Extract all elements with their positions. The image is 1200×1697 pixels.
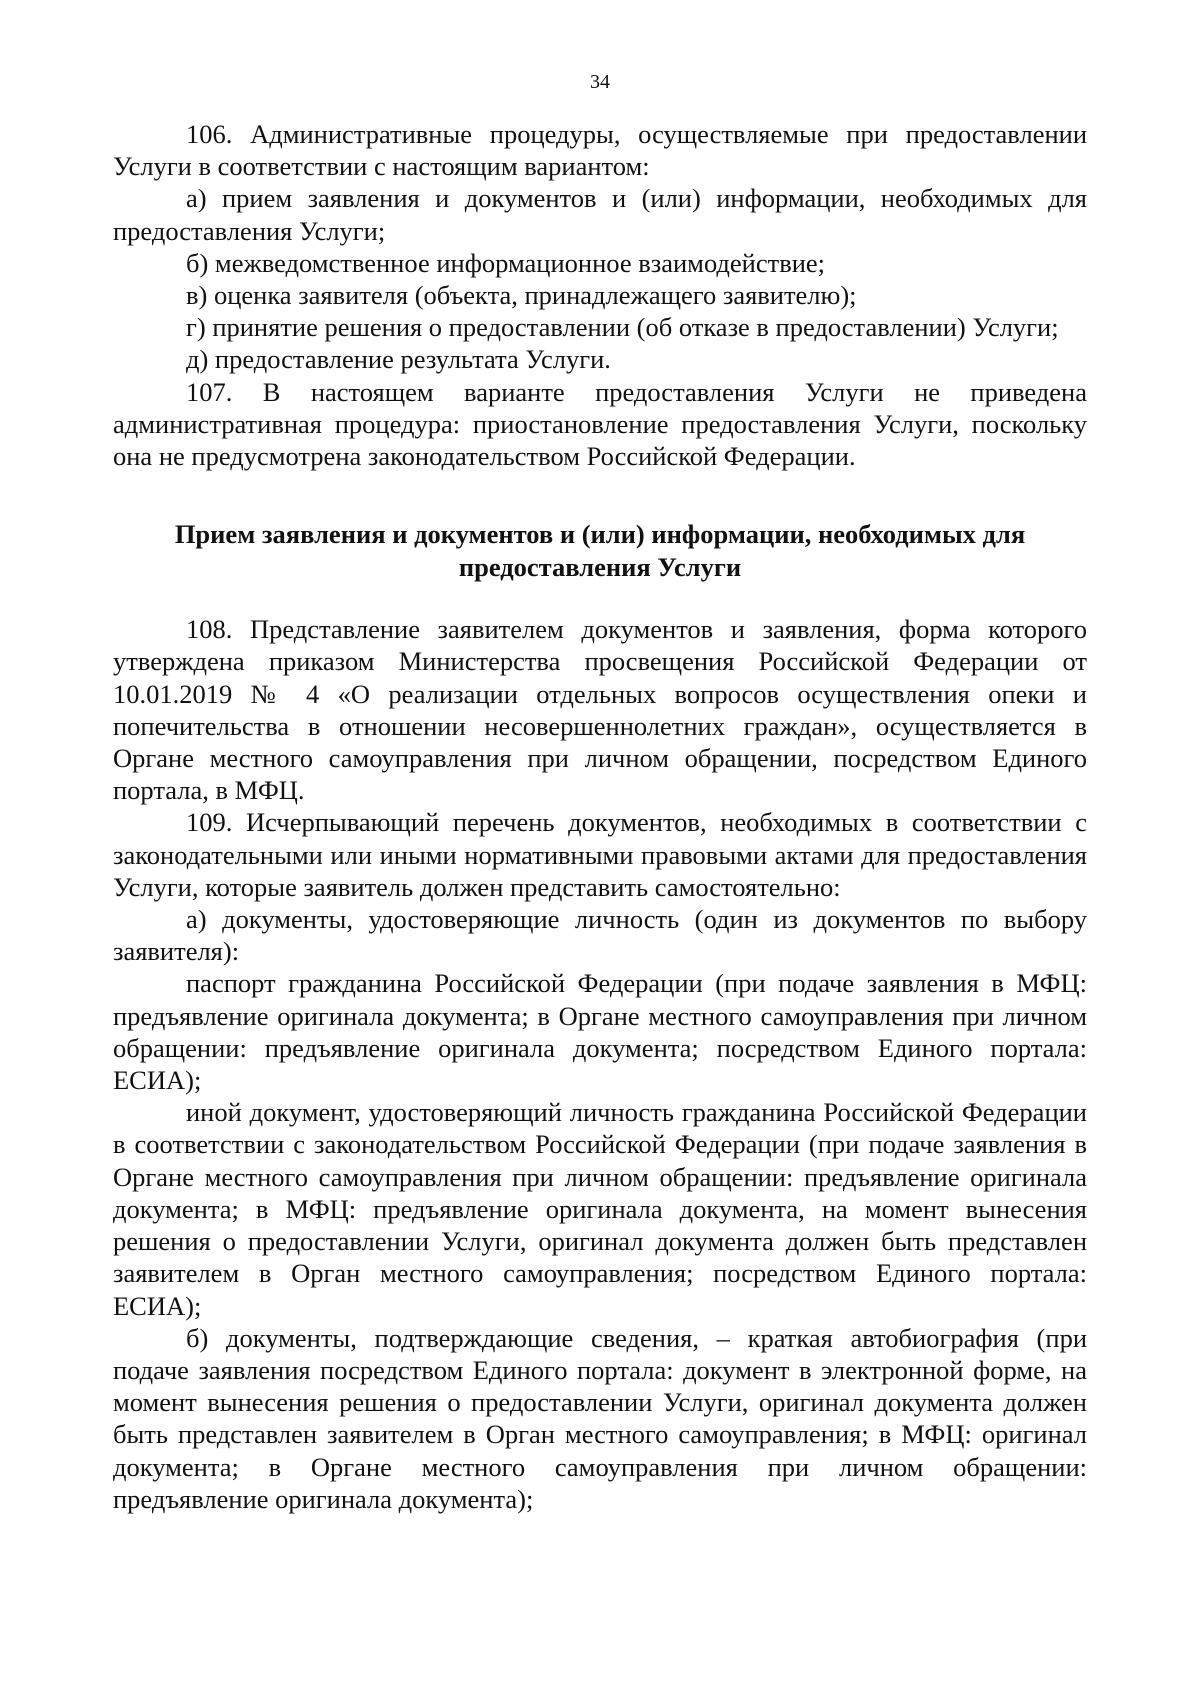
list-item-a-identity-docs: а) документы, удостоверяющие личность (один из документов по выбору заявителя): (113, 904, 1087, 967)
list-item-b: б) межведомственное информационное взаимодействие; (186, 247, 826, 278)
list-item-other-identity-doc: иной документ, удостоверяющий личность гражданина Российской Федерации в соответствии с законодательством Российской Федерации (при подаче заявления в Органе местного самоуправления при личном обращении: предъявление оригинала документа; в МФЦ: предъявление оригинала документа, на момент вынесения решения о предоставлении Услуги, оригинал документа должен быть представлен заявителем в Орган местного самоуправления; посредством Единого портала: ЕСИА); (113, 1097, 1087, 1321)
paragraph-107: 107. В настоящем варианте предоставления Услуги не приведена административная процедура: приостановление предоставления Услуги, поскольку она не предусмотрена законодательством Российской Федерации. (113, 376, 1087, 472)
list-item-b-autobiography: б) документы, подтверждающие сведения, – краткая автобиография (при подаче заявления посредством Единого портала: документ в электронной форме, на момент вынесения решения о предоставлении Услуги, оригинал документа должен быть представлен заявителем в Орган местного самоуправления; в МФЦ: оригинал документа; в Органе местного самоуправления при личном обращении: предъявление оригинала документа); (113, 1322, 1087, 1514)
paragraph-108: 108. Представление заявителем документов и заявления, форма которого утверждена приказом Министерства просвещения Российской Федерации от 10.01.2019 № 4 «О реализации отдельных вопросов осуществления опеки и попечительства в отношении несовершеннолетних граждан», осуществляется в Органе местного самоуправления при личном обращении, посредством Единого портала, в МФЦ. (113, 614, 1087, 806)
list-item-g: г) принятие решения о предоставлении (об отказе в предоставлении) Услуги; (186, 312, 1059, 343)
paragraph-109: 109. Исчерпывающий перечень документов, необходимых в соответствии с законодательными или иными нормативными правовыми актами для предоставления Услуги, которые заявитель должен представить самостоятельно: (113, 807, 1087, 902)
list-item-a: а) прием заявления и документов и (или) информации, необходимых для предоставления Услуги; (113, 183, 1087, 246)
document-body (113, 118, 1087, 1515)
list-item-passport: паспорт гражданина Российской Федерации (при подаче заявления в МФЦ: предъявление оригинала документа; в Органе местного самоуправления при личном обращении: предъявление оригинала документа; посредством Единого портала: ЕСИА); (113, 968, 1087, 1096)
page-number: 34 (590, 71, 610, 93)
list-item-v: в) оценка заявителя (объекта, принадлежащего заявителю); (186, 280, 857, 311)
section-heading: Прием заявления и документов и (или) информации, необходимых для предоставления Услуги (174, 519, 1026, 582)
list-item-d: д) предоставление результата Услуги. (186, 344, 611, 375)
paragraph-106: 106. Административные процедуры, осуществляемые при предоставлении Услуги в соответствии с настоящим вариантом: (113, 119, 1087, 182)
